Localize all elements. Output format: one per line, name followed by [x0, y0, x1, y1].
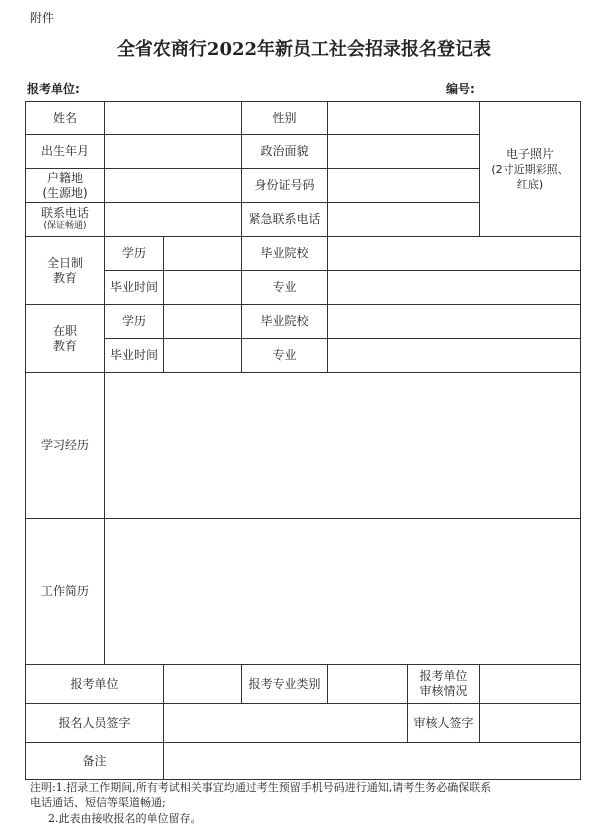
gender-field[interactable] — [328, 102, 480, 135]
birth-field[interactable] — [105, 135, 242, 169]
onjob-label-sub: 教育 — [52, 338, 77, 353]
apply-unit-label: 报考单位 — [26, 665, 164, 704]
emergency-phone-label: 紧急联系电话 — [242, 203, 328, 237]
form-row-remark — [26, 743, 581, 780]
apply-unit-header — [27, 80, 124, 97]
form-title: 全省农商行2022年新员工社会招录报名登记表 — [116, 39, 492, 60]
photo-hint-2: 红底) — [516, 177, 544, 191]
study-history-label: 学习经历 — [26, 373, 105, 519]
emergency-phone-field[interactable] — [328, 203, 480, 237]
footnote-line-2: 电话通话、短信等渠道畅通; — [30, 796, 166, 810]
attachment-label: 附件 — [30, 11, 55, 25]
name-label: 姓名 — [26, 102, 105, 135]
ft-degree-field[interactable] — [164, 237, 242, 271]
onjob-education-label — [26, 305, 105, 373]
oj-school-field[interactable] — [328, 305, 581, 339]
household-label-main: 户籍地 — [46, 170, 83, 185]
work-history-field[interactable] — [105, 519, 581, 665]
fulltime-label-sub: 教育 — [52, 270, 77, 285]
form-row-signatures — [26, 704, 581, 743]
registration-table — [25, 101, 581, 780]
phone-label — [26, 203, 105, 237]
unit-review-label-main: 报考单位 — [419, 669, 468, 683]
ft-grad-time-field[interactable] — [164, 271, 242, 305]
work-history-label: 工作简历 — [26, 519, 105, 665]
birth-label: 出生年月 — [26, 135, 105, 169]
footnote-line-3: 2.此表由接收报名的单位留存。 — [48, 811, 202, 825]
photo-label: 电子照片 — [505, 146, 554, 161]
id-number-label: 身份证号码 — [242, 169, 328, 203]
id-number-field[interactable] — [328, 169, 480, 203]
ft-major-label: 专业 — [242, 271, 328, 305]
oj-grad-time-field[interactable] — [164, 339, 242, 373]
form-row-apply-unit — [26, 665, 581, 704]
form-row-work-history — [26, 519, 581, 665]
phone-label-sub: (保证畅通) — [43, 221, 87, 232]
photo-hint: (2寸近期彩照、 — [491, 162, 569, 176]
oj-grad-time-label: 毕业时间 — [105, 339, 164, 373]
remark-label: 备注 — [26, 743, 164, 780]
fulltime-education-label — [26, 237, 105, 305]
photo-box[interactable] — [480, 102, 581, 237]
ft-school-field[interactable] — [328, 237, 581, 271]
apply-unit-header-label: 报考单位: — [27, 82, 80, 96]
study-history-field[interactable] — [105, 373, 581, 519]
form-row-name — [26, 102, 581, 135]
gender-label: 性别 — [242, 102, 328, 135]
phone-label-main: 联系电话 — [40, 206, 89, 221]
household-field[interactable] — [105, 169, 242, 203]
oj-degree-field[interactable] — [164, 305, 242, 339]
form-row-fulltime-degree — [26, 237, 581, 271]
ft-school-label: 毕业院校 — [242, 237, 328, 271]
onjob-label-main: 在职 — [52, 323, 77, 338]
applicant-sign-field[interactable] — [164, 704, 408, 743]
oj-degree-label: 学历 — [105, 305, 164, 339]
oj-school-label: 毕业院校 — [242, 305, 328, 339]
oj-major-label: 专业 — [242, 339, 328, 373]
remark-field[interactable] — [164, 743, 581, 780]
applicant-sign-label: 报名人员签字 — [26, 704, 164, 743]
unit-review-field[interactable] — [480, 665, 581, 704]
apply-unit-field[interactable] — [164, 665, 242, 704]
footnote — [30, 780, 585, 826]
unit-review-label — [408, 665, 480, 704]
major-category-field[interactable] — [328, 665, 408, 704]
reviewer-sign-field[interactable] — [480, 704, 581, 743]
form-row-fulltime-gradtime — [26, 271, 581, 305]
serial-number-label: 编号: — [446, 82, 475, 96]
form-row-study-history — [26, 373, 581, 519]
name-field[interactable] — [105, 102, 242, 135]
footnote-line-1: 注明:1.招录工作期间,所有考试相关事宜均通过考生预留手机号码进行通知,请考生务必确保联系 — [30, 781, 492, 794]
ft-major-field[interactable] — [328, 271, 581, 305]
household-label-sub: (生源地) — [42, 185, 88, 200]
major-category-label: 报考专业类别 — [242, 665, 328, 704]
household-label — [26, 169, 105, 203]
oj-major-field[interactable] — [328, 339, 581, 373]
unit-review-label-sub: 审核情况 — [419, 684, 468, 698]
serial-number-header — [446, 80, 519, 97]
form-row-onjob-gradtime — [26, 339, 581, 373]
ft-degree-label: 学历 — [105, 237, 164, 271]
political-field[interactable] — [328, 135, 480, 169]
fulltime-label-main: 全日制 — [46, 255, 83, 270]
reviewer-sign-label: 审核人签字 — [408, 704, 480, 743]
form-row-onjob-degree — [26, 305, 581, 339]
political-label: 政治面貌 — [242, 135, 328, 169]
phone-field[interactable] — [105, 203, 242, 237]
ft-grad-time-label: 毕业时间 — [105, 271, 164, 305]
